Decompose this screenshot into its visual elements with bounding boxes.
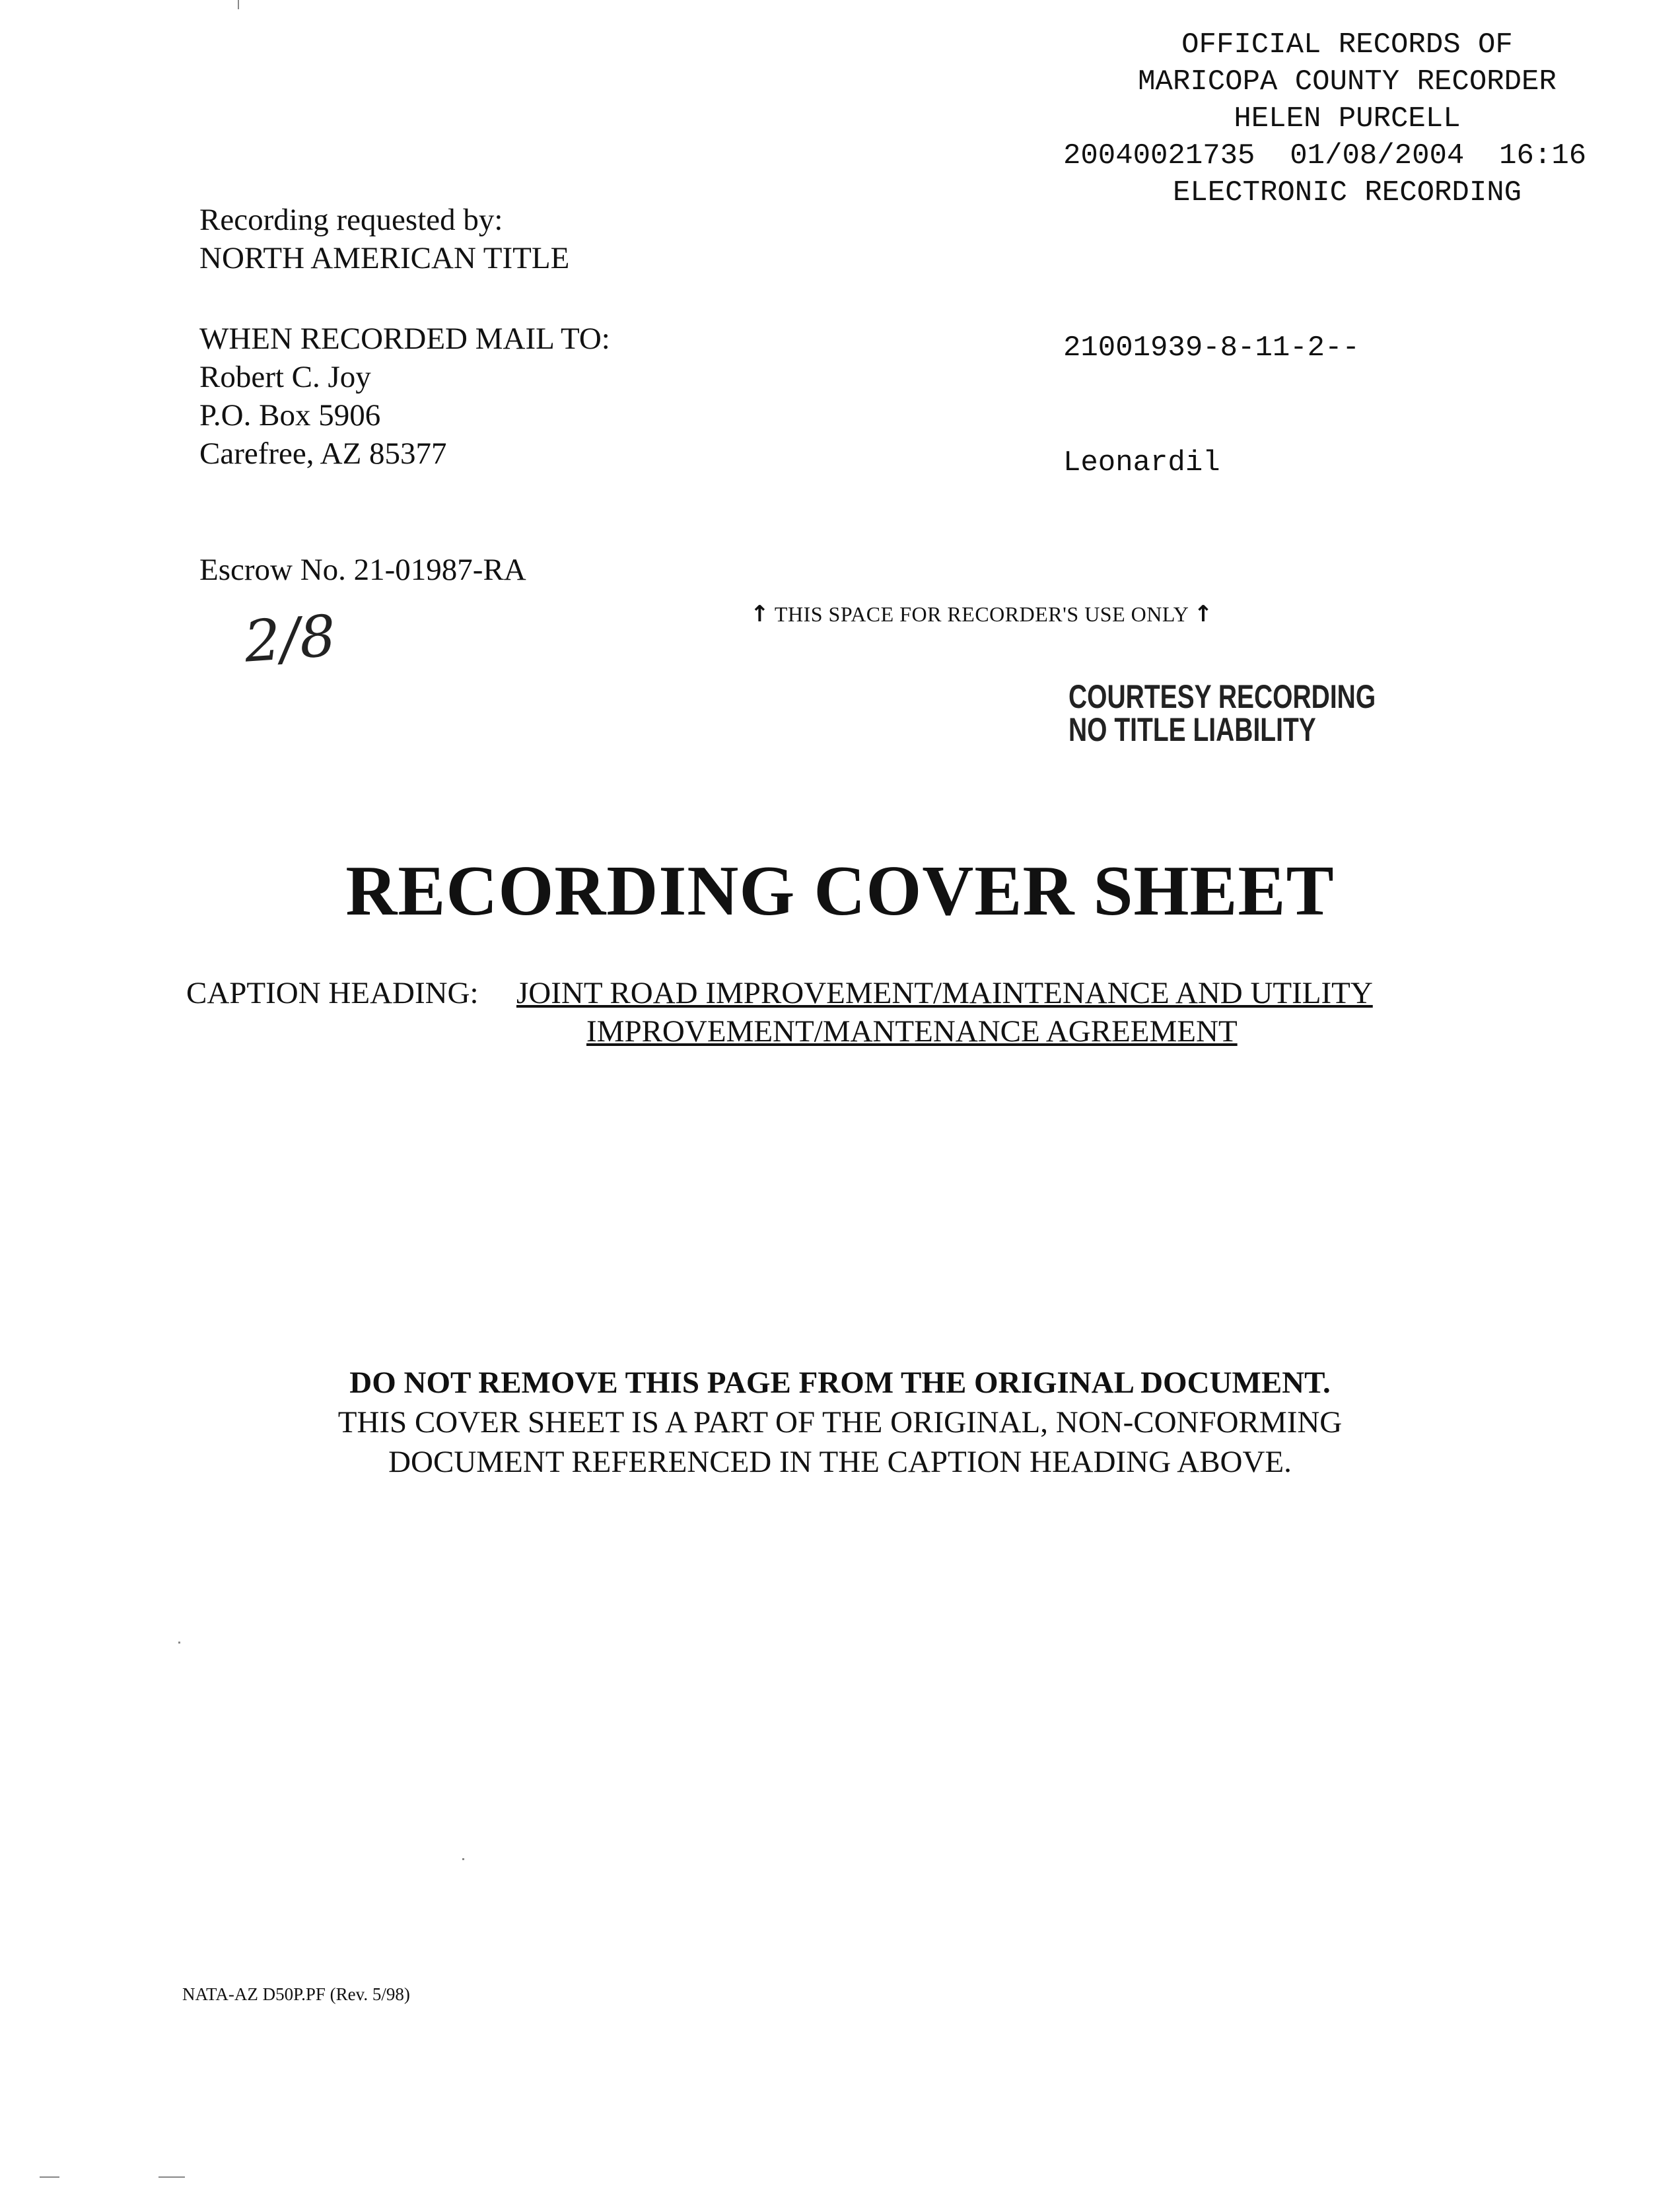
courtesy-recording-stamp [1068, 680, 1376, 746]
mail-to-address-1: P.O. Box 5906 [199, 398, 381, 433]
scan-artifact [238, 0, 239, 9]
page-title: RECORDING COVER SHEET [345, 852, 1335, 930]
doc-ref-name: Leonardil [1063, 446, 1220, 479]
requested-by-block [199, 201, 569, 277]
escrow-number: Escrow No. 21-01987-RA [199, 553, 526, 587]
form-identifier: NATA-AZ D50P.PF (Rev. 5/98) [182, 1984, 410, 2004]
recorder-line-2: MARICOPA COUNTY RECORDER [1138, 65, 1557, 98]
caption-value-line-1: JOINT ROAD IMPROVEMENT/MAINTENANCE AND UTILITY [516, 976, 1373, 1010]
requested-by-name: NORTH AMERICAN TITLE [199, 241, 570, 275]
scan-artifact [158, 2176, 185, 2178]
notice-line-1: DO NOT REMOVE THIS PAGE FROM THE ORIGINAL DOCUMENT. [349, 1366, 1331, 1400]
doc-ref-number: 21001939-8-11-2-- [1063, 331, 1360, 364]
up-arrow-icon: ↑ [750, 601, 769, 627]
mail-to-name: Robert C. Joy [199, 360, 371, 394]
recorder-line-5: ELECTRONIC RECORDING [1172, 176, 1522, 209]
document-reference [1063, 252, 1360, 520]
scan-artifact [40, 2176, 59, 2178]
recorder-line-1: OFFICIAL RECORDS OF [1181, 28, 1513, 61]
stamp-line-2: NO TITLE LIABILITY [1068, 711, 1316, 748]
recorder-stamp-block [1030, 26, 1664, 211]
notice-line-3: DOCUMENT REFERENCED IN THE CAPTION HEADING ABOVE. [388, 1445, 1292, 1479]
recorder-use-text: THIS SPACE FOR RECORDER'S USE ONLY [774, 602, 1189, 626]
scan-artifact [178, 1642, 180, 1644]
up-arrow-icon: ↑ [1193, 601, 1213, 627]
notice-line-2: THIS COVER SHEET IS A PART OF THE ORIGINAL, NON-CONFORMING [337, 1405, 1343, 1440]
recorder-line-3: HELEN PURCELL [1234, 102, 1461, 135]
caption-label: CAPTION HEADING: [186, 976, 479, 1010]
mail-to-label: WHEN RECORDED MAIL TO: [199, 322, 610, 356]
scan-artifact [462, 1858, 464, 1860]
handwritten-annotation: 2/8 [242, 603, 338, 676]
stamp-line-1: COURTESY RECORDING [1068, 678, 1376, 715]
mail-to-address-2: Carefree, AZ 85377 [199, 436, 447, 471]
requested-by-label: Recording requested by: [199, 203, 503, 237]
notice-block [0, 1363, 1680, 1482]
recording-number-date-time: 20040021735 01/08/2004 16:16 [1063, 139, 1587, 172]
caption-value-line-2: IMPROVEMENT/MANTENANCE AGREEMENT [586, 1014, 1238, 1049]
recorder-use-notice [750, 601, 1213, 627]
mail-to-block [199, 320, 610, 473]
